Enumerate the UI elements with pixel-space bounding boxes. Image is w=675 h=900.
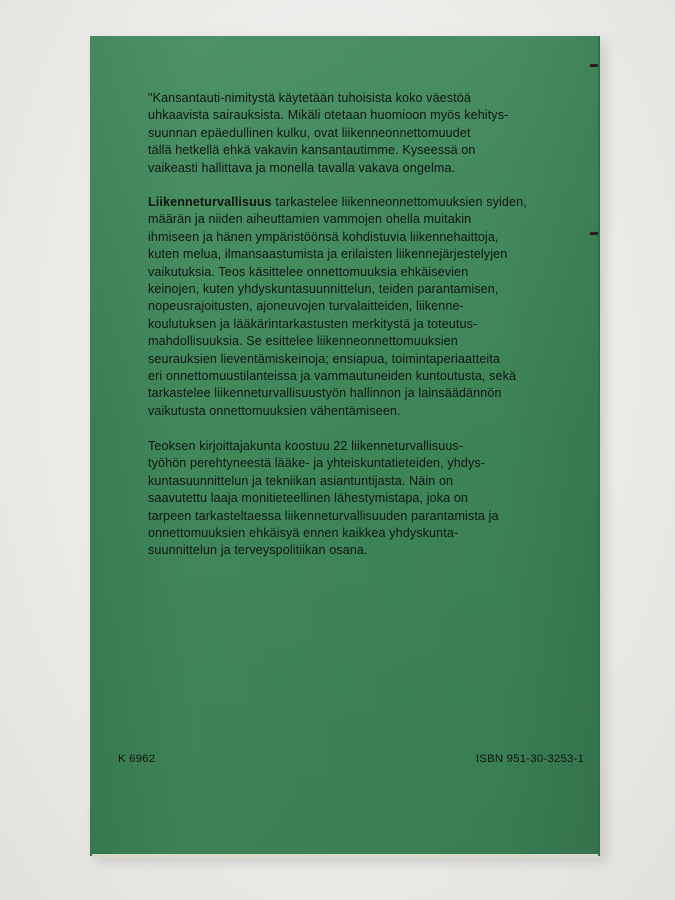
text-line: vaikutusta onnettomuuksien vähentämiseen. xyxy=(148,403,401,418)
text-line: kuntasuunnittelun ja tekniikan asiantuntijasta. Näin on xyxy=(148,473,454,488)
text-line: eri onnettomuustilanteissa ja vammautuneiden kuntoutusta, sekä xyxy=(148,369,517,384)
description-paragraph xyxy=(148,194,588,420)
text-line: onnettomuuksien ehkäisyä ennen kaikkea yhdyskunta- xyxy=(148,526,459,541)
text-line: keinojen, kuten yhdyskuntasuunnittelun, teiden parantamisen, xyxy=(148,282,499,297)
text-line: vaikeasti hallittava ja monella tavalla vakava ongelma. xyxy=(148,160,456,175)
book-back-cover xyxy=(90,36,600,856)
text-line: "Kansantauti-nimitystä käytetään tuhoisista koko väestöä xyxy=(148,91,471,105)
text-line: uhkaavista sairauksista. Mikäli otetaan huomioon myös kehitys- xyxy=(148,108,509,123)
page-block-edge xyxy=(92,854,598,858)
text-line: tarpeen tarkasteltaessa liikenneturvallisuuden parantamista ja xyxy=(148,508,499,523)
text-line: ihmiseen ja hänen ympäristöönsä kohdistuvia liikennehaittoja, xyxy=(148,229,499,244)
text-line: mahdollisuuksia. Se esittelee liikenneonnettomuuksien xyxy=(148,334,458,349)
isbn-number: ISBN 951-30-3253-1 xyxy=(475,753,584,765)
text-line: nopeusrajoitusten, ajoneuvojen turvalaitteiden, liikenne- xyxy=(148,299,464,314)
catalog-code: K 6962 xyxy=(118,753,156,765)
text-line: tällä hetkellä ehkä vakavin kansantautimme. Kyseessä on xyxy=(148,143,476,158)
text-line: vaikutuksia. Teos käsittelee onnettomuuksia ehkäisevien xyxy=(148,264,469,279)
cover-notch-top xyxy=(590,64,598,67)
text-line: Teoksen kirjoittajakunta koostuu 22 liikenneturvallisuus- xyxy=(148,439,464,453)
text-line: saavutettu laaja monitieteellinen lähestymistapa, joka on xyxy=(148,491,469,506)
text-line: kuten melua, ilmansaastumista ja erilaisten liikennejärjestelyjen xyxy=(148,247,508,262)
authors-paragraph xyxy=(148,438,588,560)
cover-notch-middle xyxy=(590,232,598,235)
book-title-inline: Liikenneturvallisuus xyxy=(148,195,272,209)
text-fragment: tarkastelee liikenneonnettomuuksien syiden, xyxy=(271,195,527,209)
text-line xyxy=(148,194,588,211)
text-line: tarkastelee liikenneturvallisuustyön hallinnon ja lainsäädännön xyxy=(148,386,502,401)
text-line: suunnittelun ja terveyspolitiikan osana. xyxy=(148,543,368,558)
text-line: työhön perehtyneestä lääke- ja yhteiskuntatieteiden, yhdys- xyxy=(148,456,486,471)
text-line: seurauksien lieventämiskeinoja; ensiapua, toimintaperiaatteita xyxy=(148,351,501,366)
text-line: suunnan epäedullinen kulku, ovat liikenneonnettomuudet xyxy=(148,125,471,140)
text-line: määrän ja niiden aiheuttamien vammojen ohella muitakin xyxy=(148,212,472,227)
text-line: koulutuksen ja lääkärintarkastusten merkitystä ja toteutus- xyxy=(148,316,478,331)
quote-paragraph xyxy=(148,90,588,177)
